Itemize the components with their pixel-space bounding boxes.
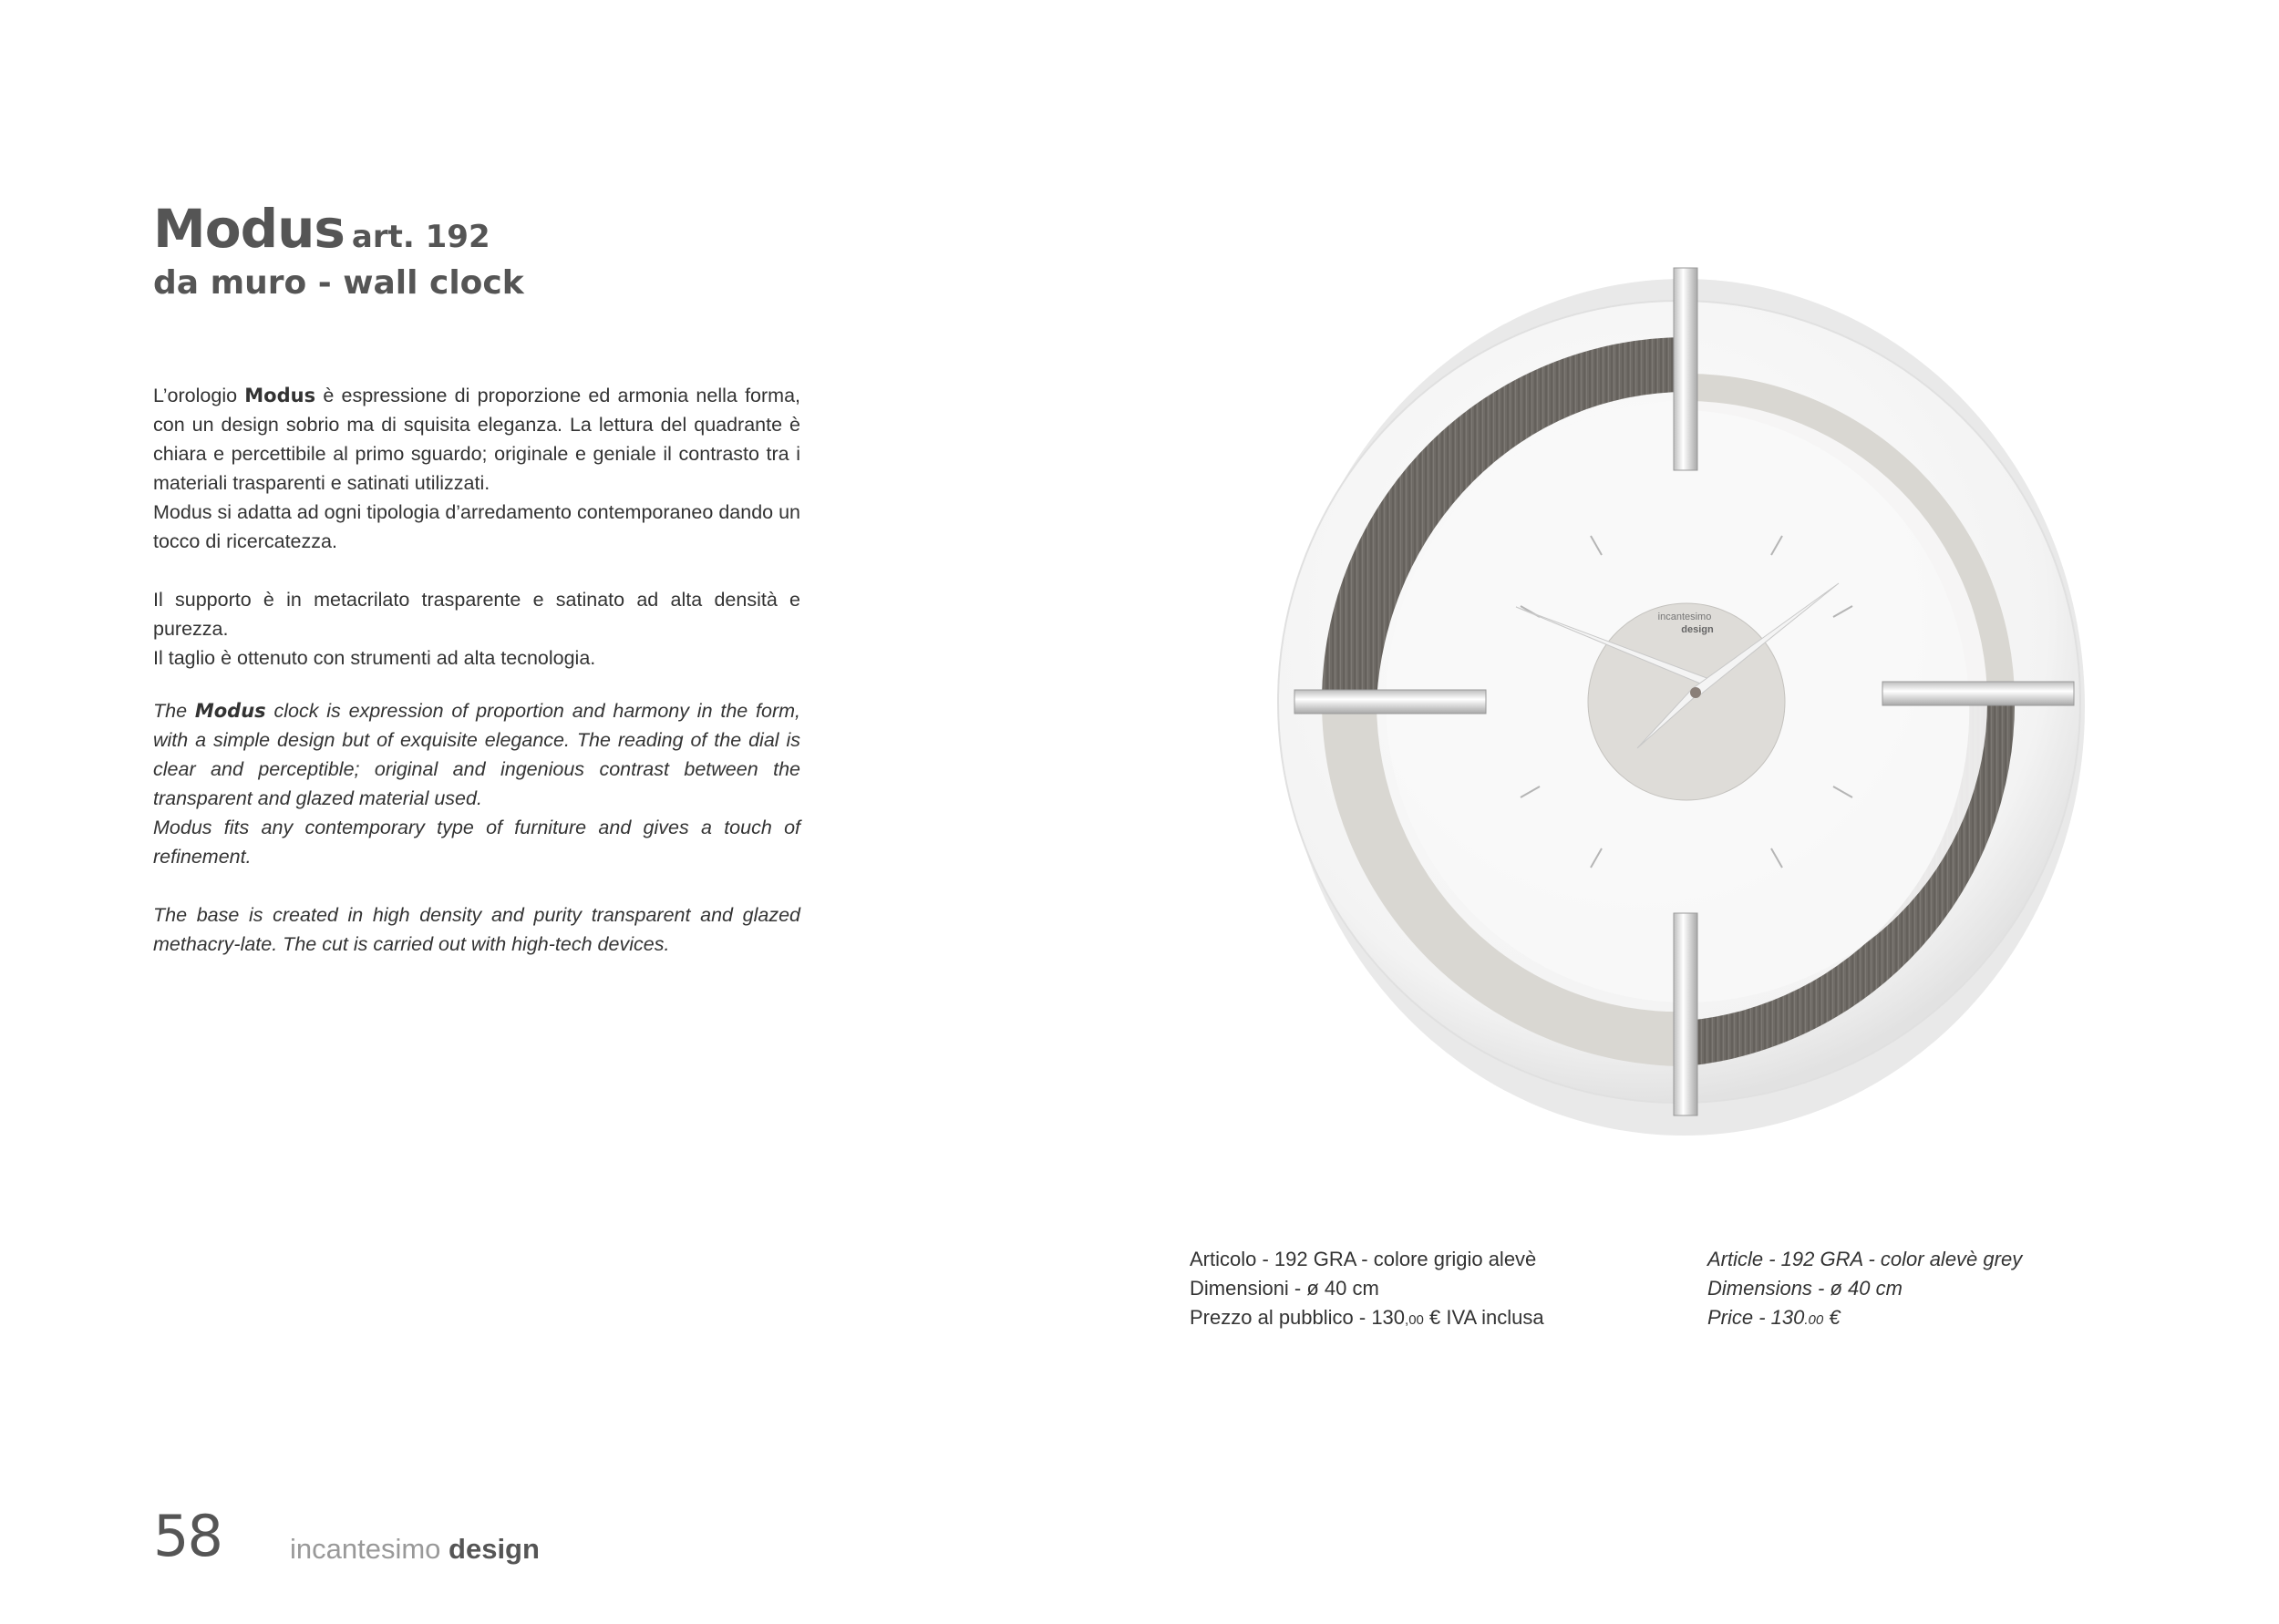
description-en-paragraph-2: The base is created in high density and purity transparent and glazed methacry-late. The cut is carried out with high-tech devices. xyxy=(153,904,800,955)
brand-bold: design xyxy=(449,1533,540,1565)
page-number: 58 xyxy=(153,1503,222,1569)
clock-product-image xyxy=(1276,246,2097,1157)
brand-light: incantesimo xyxy=(290,1533,449,1565)
spec-it-article: Articolo - 192 GRA - colore grigio alevè xyxy=(1190,1248,1537,1270)
spec-en-price: Price - 130.00 € xyxy=(1707,1306,1841,1329)
specs-english xyxy=(1707,1245,2022,1335)
hour-bar-6 xyxy=(1674,913,1697,1115)
description-italian xyxy=(153,381,800,673)
hands-pivot xyxy=(1690,687,1701,698)
clock-logo-line1: incantesimo xyxy=(1657,612,1712,622)
product-title xyxy=(153,198,490,260)
product-subtitle: da muro - wall clock xyxy=(153,264,524,302)
spec-en-article: Article - 192 GRA - color alevè grey xyxy=(1707,1248,2023,1270)
hour-bar-9 xyxy=(1294,690,1486,714)
spec-it-dimensions: Dimensioni - ø 40 cm xyxy=(1190,1277,1379,1300)
hour-bar-3 xyxy=(1882,682,2074,705)
description-english xyxy=(153,696,800,959)
product-name: Modus xyxy=(153,198,345,260)
clock-logo-line2: design xyxy=(1681,624,1714,635)
specs-italian xyxy=(1190,1245,1544,1335)
article-number: art. 192 xyxy=(351,219,490,255)
spec-it-price: Prezzo al pubblico - 130,00 € IVA inclusa xyxy=(1190,1306,1544,1329)
description-it-paragraph-2: Il supporto è in metacrilato trasparente e satinato ad alta densità e purezza. Il taglio è ottenuto con strumenti ad alta tecnologia. xyxy=(153,589,800,669)
description-en-paragraph-1: The Modus clock is expression of proportion and harmony in the form, with a simple design but of exquisite elegance. The reading of the dial is clear and perceptible; original and ingenious contrast between the transparent and glazed material used. Modus fits any contemporary type of furniture and gives a touch of refinement. xyxy=(153,700,801,868)
description-it-paragraph-1: L’orologio Modus è espressione di proporzione ed armonia nella forma, con un design sobrio ma di squisita eleganza. La lettura del quadrante è chiara e percettibile al primo sguardo; originale e geniale il contrasto tra i materiali trasparenti e satinati utilizzati. Modus si adatta ad ogni tipologia d’arredamento contemporaneo dando un tocco di ricercatezza. xyxy=(153,385,800,552)
spec-en-dimensions: Dimensions - ø 40 cm xyxy=(1707,1277,1903,1300)
brand-footer xyxy=(290,1533,540,1566)
hour-bar-12 xyxy=(1674,268,1697,470)
